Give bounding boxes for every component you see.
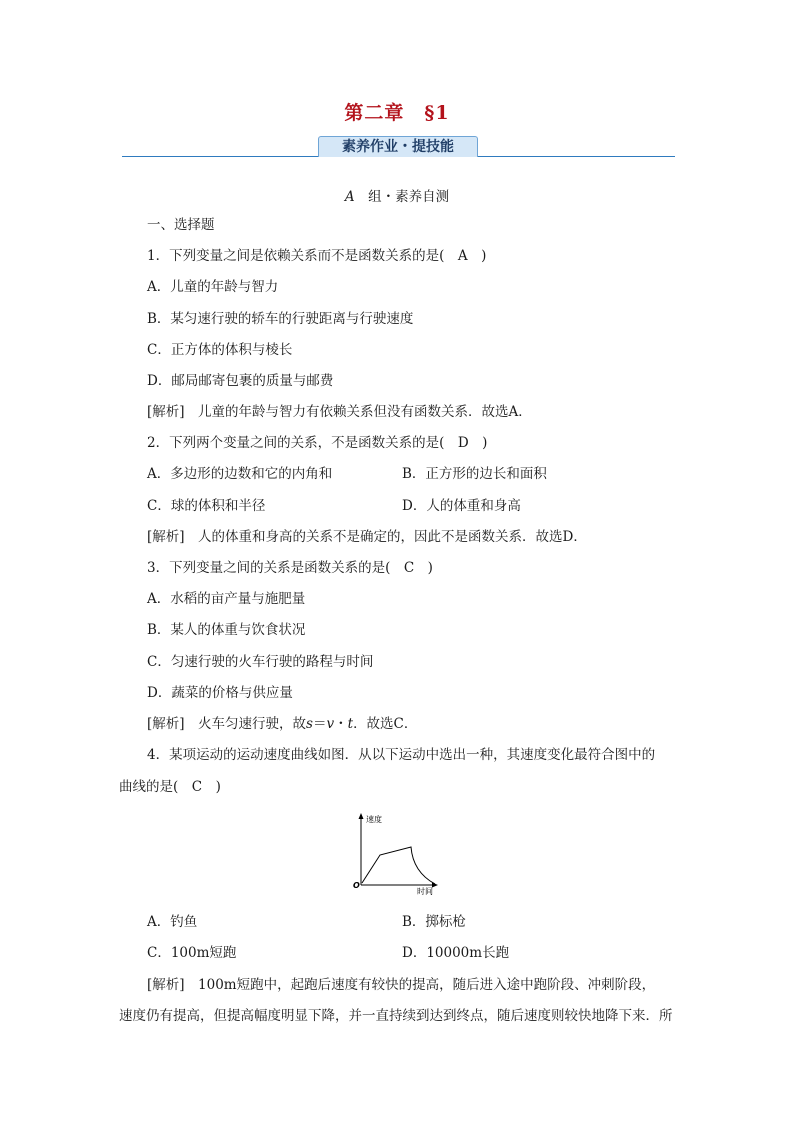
section-banner: 素养作业・提技能	[318, 136, 478, 157]
q2-option-d: D．人的体重和身高	[402, 498, 521, 514]
y-axis-arrow	[359, 813, 364, 819]
x-axis-label: 时间	[417, 887, 433, 896]
q1-option-a: A．儿童的年龄与智力	[147, 279, 279, 295]
q3-analysis-suffix: ．故选C．	[353, 716, 418, 732]
q4-analysis-line2: 速度仍有提高，但提高幅度明显下降，并一直持续到达到终点，随后速度则较快地降下来．所	[119, 1008, 673, 1024]
q3-analysis-prefix: [解析] 火车匀速行驶，故	[147, 716, 307, 732]
q1-option-d: D．邮局邮寄包裹的质量与邮费	[147, 373, 334, 389]
q2-option-a: A．多边形的边数和它的内角和	[147, 466, 333, 482]
q4-analysis-line1: [解析] 100m短跑中，起跑后速度有较快的提高，随后进入途中跑阶段、冲刺阶段，	[147, 977, 656, 993]
speed-time-figure	[345, 810, 445, 898]
q4-option-a: A．钓鱼	[147, 914, 198, 930]
q3-option-b: B．某人的体重与饮食状况	[147, 622, 306, 638]
q3-analysis	[147, 715, 417, 733]
q1-analysis: [解析] 儿童的年龄与智力有依赖关系但没有函数关系．故选A．	[147, 404, 532, 420]
q2-stem: 2．下列两个变量之间的关系，不是函数关系的是( D )	[147, 435, 488, 451]
q2-option-c: C．球的体积和半径	[147, 498, 266, 514]
y-axis-label: 速度	[366, 815, 382, 824]
q4-option-c: C．100m短跑	[147, 945, 237, 961]
formula-s: s	[306, 716, 313, 732]
group-heading	[0, 185, 794, 205]
q3-stem: 3．下列变量之间的关系是函数关系的是( C )	[147, 560, 433, 576]
q3-option-c: C．匀速行驶的火车行驶的路程与时间	[147, 654, 374, 670]
formula-dot: ・	[334, 716, 348, 732]
q4-option-d: D．10000m长跑	[402, 945, 510, 961]
q4-option-b: B．掷标枪	[402, 914, 466, 930]
origin-label: O	[353, 881, 360, 890]
q2-option-b: B．正方形的边长和面积	[402, 466, 547, 482]
speed-curve	[362, 847, 435, 884]
q2-analysis: [解析] 人的体重和身高的关系不是确定的，因此不是函数关系．故选D．	[147, 529, 587, 545]
q4-stem-line2: 曲线的是( C )	[119, 779, 221, 795]
group-letter: A	[344, 189, 355, 205]
q1-option-b: B．某匀速行驶的轿车的行驶距离与行驶速度	[147, 311, 414, 327]
q1-stem: 1．下列变量之间是依赖关系而不是函数关系的是( A )	[147, 248, 487, 264]
q1-option-c: C．正方体的体积与棱长	[147, 342, 293, 358]
chapter-title: 第二章 §1	[344, 102, 450, 124]
q4-stem-line1: 4．某项运动的运动速度曲线如图．从以下运动中选出一种，其速度变化最符合图中的	[147, 747, 656, 763]
q3-option-a: A．水稻的亩产量与施肥量	[147, 591, 306, 607]
section-heading: 一、选择题	[147, 217, 215, 233]
group-label: 组・素养自测	[368, 189, 450, 205]
q3-option-d: D．蔬菜的价格与供应量	[147, 685, 293, 701]
formula-t: t	[347, 716, 354, 732]
formula-v: v	[326, 716, 335, 732]
formula-eq: ＝	[312, 716, 327, 732]
